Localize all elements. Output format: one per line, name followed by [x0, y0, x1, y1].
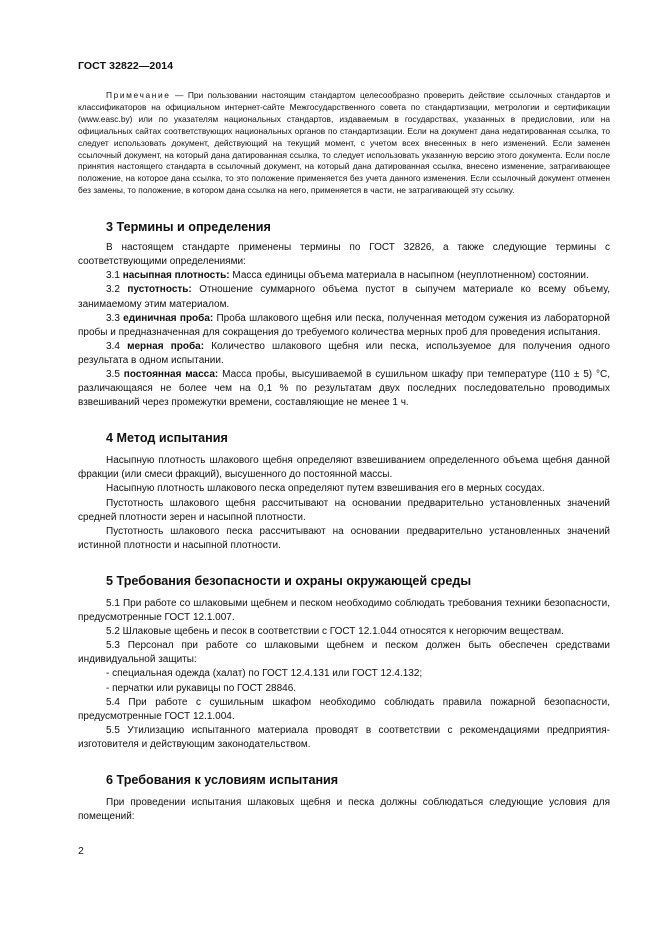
term-3-5: [78, 368, 610, 410]
section-4-body: [78, 454, 610, 553]
term-3-2: [78, 283, 610, 311]
section-6-body: [78, 796, 610, 824]
note-label: Примечание: [106, 90, 171, 100]
document-header: ГОСТ 32822—2014: [78, 60, 174, 72]
section-3-body: [78, 241, 610, 410]
paragraph: 5.1 При работе со шлаковыми щебнем и песком необходимо соблюдать требования техники безопасности, предусмотренные ГОСТ 12.1.007.: [78, 597, 610, 624]
term-name: пустотность:: [127, 284, 192, 296]
term-definition: Количество шлакового щебня или песка, используемое для получения одного результата в одном испытании.: [78, 340, 610, 366]
term-number: 3.4: [106, 340, 128, 352]
term-3-1: [78, 269, 610, 283]
paragraph: Пустотность шлакового песка рассчитывают на основании предварительно установленных значений истинной плотности и насыпной плотности.: [78, 525, 610, 551]
term-name: насыпная плотность:: [122, 270, 230, 282]
page-number: 2: [78, 845, 84, 857]
note-dash: —: [170, 90, 188, 100]
reference-note: [78, 90, 610, 197]
term-definition: Масса единицы объема материала в насыпном (неуплотненном) состоянии.: [229, 270, 589, 282]
term-number: 3.3: [106, 312, 124, 324]
paragraph: Насыпную плотность шлакового песка определяют путем взвешивания его в мерных сосудах.: [106, 483, 545, 495]
section-3-title: 3 Термины и определения: [106, 220, 271, 235]
term-name: постоянная масса:: [123, 369, 219, 380]
page-content: [78, 90, 610, 824]
term-definition: Масса пробы, высушиваемой в сушильном шкафу при температуре (110 ± 5) °С, различающаяся не более чем на 0,1 % по результатам двух последних последовательно проводимых взвешиваний через промежутки времени, составляющие не менее 1 ч.: [78, 369, 610, 409]
section-4-title: 4 Метод испытания: [106, 431, 228, 446]
term-definition: Отношение суммарного объема пустот в сыпучем материале ко всему объему, занимаемому этим материалом.: [78, 284, 610, 310]
term-3-4: [78, 340, 610, 368]
list-item: - перчатки или рукавицы по ГОСТ 28846.: [106, 682, 297, 694]
paragraph: 5.5 Утилизацию испытанного материала проводят в соответствии с рекомендациями предприятия-изготовителя и действующим законодательством.: [78, 724, 610, 750]
term-name: мерная проба:: [127, 340, 205, 352]
paragraph: 5.4 При работе с сушильным шкафом необходимо соблюдать правила пожарной безопасности, предусмотренные ГОСТ 12.1.004.: [78, 696, 610, 722]
list-item: - специальная одежда (халат) по ГОСТ 12.4.131 или ГОСТ 12.4.132;: [106, 668, 423, 680]
note-text: При пользовании настоящим стандартом целесообразно проверить действие ссылочных стандартов и классификаторов на официальном интернет-сайте Межгосударственного совета по стандартизации, метрологии и сертификации (www.easc.by) или по указателям национальных стандартов, издаваемым в государствах, указанных в предисловии, или на официальных сайтах соответствующих национальных органов по стандартизации. Если на документ дана недатированная ссылка, то следует использовать документ, действующий на текущий момент, с учетом всех внесенных в него изменений. Если заменен ссылочный документ, на который дана датированная ссылка, то следует использовать указанную версию этого документа. Если после принятия настоящего стандарта в ссылочный документ, на который дана датированная ссылка, внесено изменение, затрагивающее положение, на которое дана ссылка, то это положение применяется без учета данного изменения. Если ссылочный документ отменен без замены, то положение, в котором дана ссылка на него, применяется в части, не затрагивающей эту ссылку.: [78, 90, 610, 196]
section-3-intro: В настоящем стандарте применены термины по ГОСТ 32826, а также следующие термины с соответствующими определениями:: [78, 242, 610, 268]
section-5-body: [78, 597, 610, 752]
paragraph: 5.3 Персонал при работе со шлаковыми щебнем и песком должен быть обеспечен средствами индивидуальной защиты:: [78, 640, 610, 666]
term-definition: Проба шлакового щебня или песка, полученная методом сужения из лабораторной пробы и предназначенная для сокращения до требуемого количества мерных проб для проведения испытания.: [78, 312, 610, 338]
paragraph: При проведении испытания шлаковых щебня и песка должны соблюдаться следующие условия для помещений:: [78, 796, 610, 823]
term-name: единичная проба:: [123, 312, 214, 324]
paragraph: 5.2 Шлаковые щебень и песок в соответствии с ГОСТ 12.1.044 относятся к негорючим веществам.: [106, 626, 564, 638]
term-number: 3.1: [106, 270, 123, 282]
section-5-title: 5 Требования безопасности и охраны окружающей среды: [106, 573, 472, 588]
paragraph: Пустотность шлакового щебня рассчитывают на основании предварительно установленных значений средней плотности зерен и насыпной плотности.: [78, 497, 610, 523]
term-number: 3.2: [106, 284, 128, 296]
term-number: 3.5: [106, 369, 124, 380]
section-6-title: 6 Требования к условиям испытания: [106, 772, 339, 787]
paragraph: Насыпную плотность шлакового щебня определяют взвешиванием определенного объема щебня данной фракции (или смеси фракций), высушенного до постоянной массы.: [78, 455, 610, 481]
term-3-3: [78, 312, 610, 340]
